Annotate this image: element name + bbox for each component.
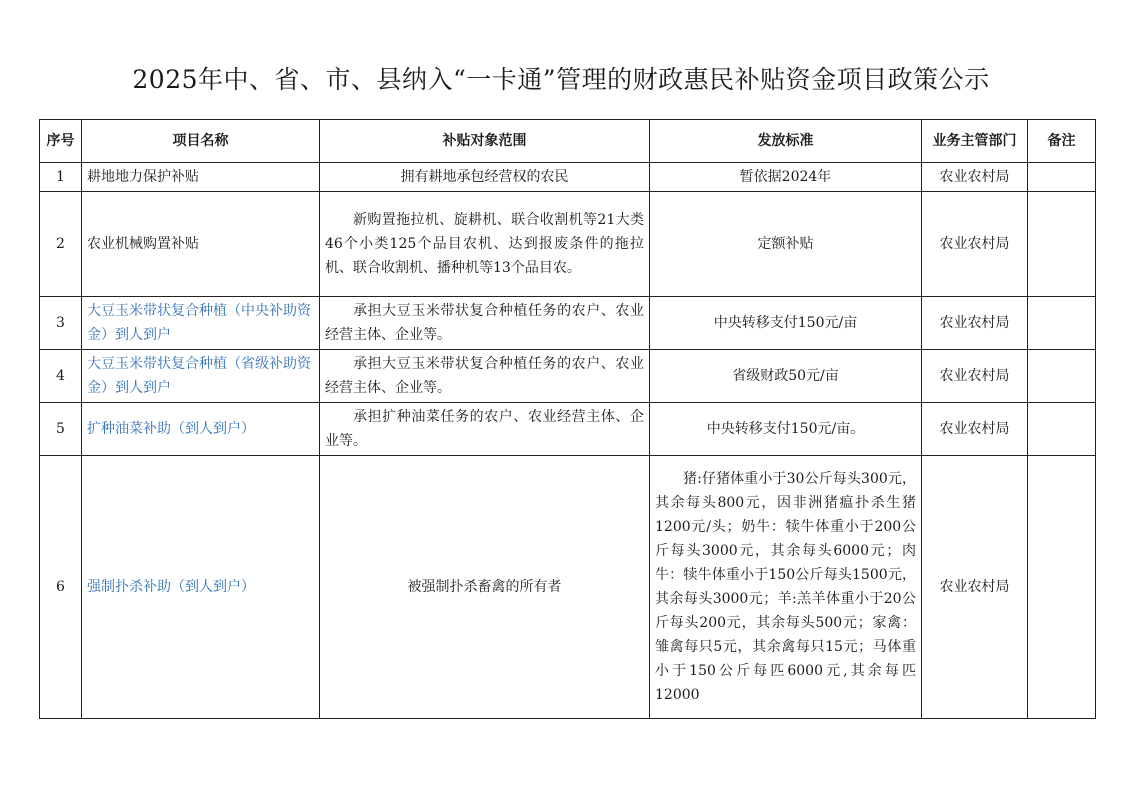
table-header-row — [40, 120, 1096, 163]
cell-standard: 猪:仔猪体重小于30公斤每头300元，其余每头800元，因非洲猪瘟扑杀生猪1200元/头；奶牛：犊牛体重小于200公斤每头3000元，其余每头6000元；肉牛：犊牛体重小于150公斤每头1500元，其余每头3000元；羊:羔羊体重小于20公斤每头200元，其余每头500元；家禽：雏禽每只5元，其余禽每只15元；马体重小于150公斤每匹6000元,其余每匹12000 — [650, 456, 922, 719]
cell-name: 耕地地力保护补贴 — [82, 163, 320, 192]
header-no: 序号 — [40, 120, 82, 163]
cell-scope: 拥有耕地承包经营权的农民 — [320, 163, 650, 192]
cell-dept: 农业农村局 — [922, 350, 1028, 403]
table-row — [40, 297, 1096, 350]
cell-note — [1028, 456, 1096, 719]
document-title: 2025年中、省、市、县纳入“一卡通”管理的财政惠民补贴资金项目政策公示 — [132, 65, 990, 94]
subsidy-table — [39, 119, 1096, 719]
cell-no: 3 — [40, 297, 82, 350]
table-row — [40, 350, 1096, 403]
cell-scope: 承担大豆玉米带状复合种植任务的农户、农业经营主体、企业等。 — [320, 297, 650, 350]
cell-scope: 新购置拖拉机、旋耕机、联合收割机等21大类46个小类125个品目农机、达到报废条件的拖拉机、联合收割机、播种机等13个品目农。 — [320, 192, 650, 297]
table-row — [40, 192, 1096, 297]
cell-standard: 省级财政50元/亩 — [650, 350, 922, 403]
cell-name-link[interactable]: 大豆玉米带状复合种植（中央补助资金）到人到户 — [82, 297, 320, 350]
cell-note — [1028, 403, 1096, 456]
cell-scope: 承担大豆玉米带状复合种植任务的农户、农业经营主体、企业等。 — [320, 350, 650, 403]
cell-no: 1 — [40, 163, 82, 192]
cell-no: 6 — [40, 456, 82, 719]
cell-dept: 农业农村局 — [922, 192, 1028, 297]
header-scope: 补贴对象范围 — [320, 120, 650, 163]
cell-name-link[interactable]: 扩种油菜补助（到人到户） — [82, 403, 320, 456]
table-row — [40, 456, 1096, 719]
header-name: 项目名称 — [82, 120, 320, 163]
cell-dept: 农业农村局 — [922, 297, 1028, 350]
cell-standard: 暂依据2024年 — [650, 163, 922, 192]
cell-dept: 农业农村局 — [922, 456, 1028, 719]
cell-name-link[interactable]: 强制扑杀补助（到人到户） — [82, 456, 320, 719]
cell-note — [1028, 297, 1096, 350]
cell-dept: 农业农村局 — [922, 163, 1028, 192]
cell-scope: 承担扩种油菜任务的农户、农业经营主体、企业等。 — [320, 403, 650, 456]
header-note: 备注 — [1028, 120, 1096, 163]
cell-no: 5 — [40, 403, 82, 456]
cell-scope: 被强制扑杀畜禽的所有者 — [320, 456, 650, 719]
cell-dept: 农业农村局 — [922, 403, 1028, 456]
cell-standard: 定额补贴 — [650, 192, 922, 297]
cell-name-link[interactable]: 大豆玉米带状复合种植（省级补助资金）到人到户 — [82, 350, 320, 403]
cell-no: 4 — [40, 350, 82, 403]
header-dept: 业务主管部门 — [922, 120, 1028, 163]
cell-note — [1028, 163, 1096, 192]
cell-standard: 中央转移支付150元/亩。 — [650, 403, 922, 456]
header-standard: 发放标准 — [650, 120, 922, 163]
cell-no: 2 — [40, 192, 82, 297]
cell-note — [1028, 192, 1096, 297]
table-row — [40, 403, 1096, 456]
table-row — [40, 163, 1096, 192]
cell-note — [1028, 350, 1096, 403]
cell-standard: 中央转移支付150元/亩 — [650, 297, 922, 350]
cell-name: 农业机械购置补贴 — [82, 192, 320, 297]
